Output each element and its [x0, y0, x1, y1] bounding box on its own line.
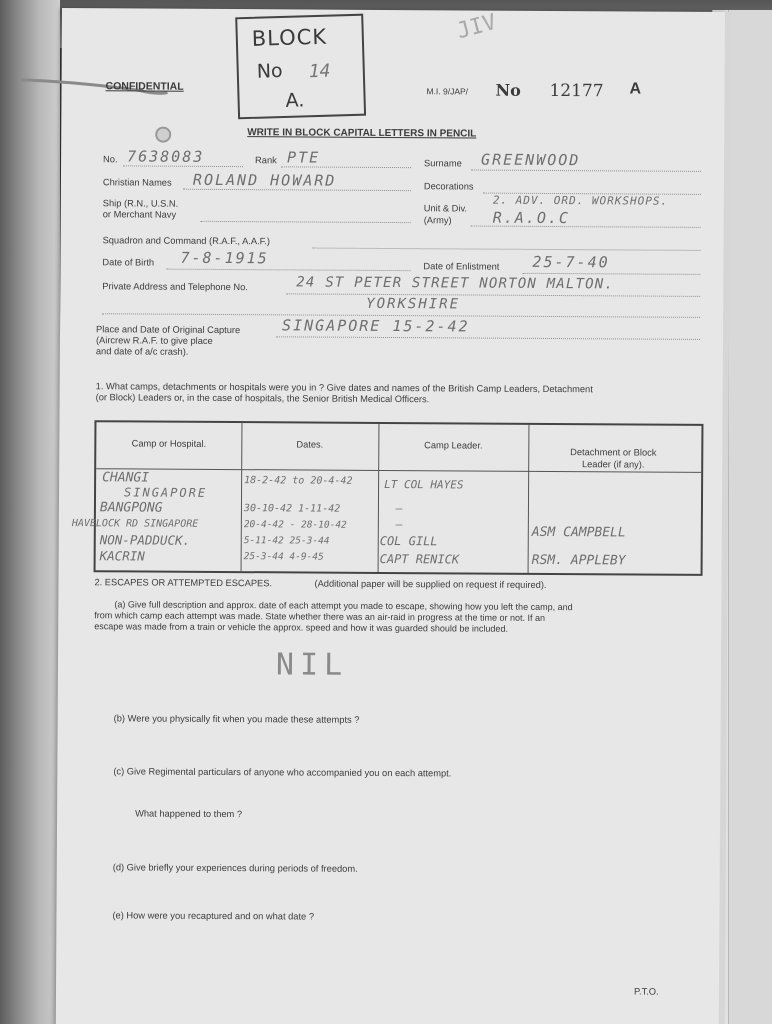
question-2c: (c) Give Regimental particulars of anyone who accompanied you on each attempt. [113, 766, 452, 779]
service-no-value: 7638083 [127, 147, 205, 166]
question-2c-followup: What happened to them ? [135, 808, 243, 820]
instruction-heading: WRITE IN BLOCK CAPITAL LETTERS IN PENCIL [247, 127, 477, 140]
question-2b: (b) Were you physically fit when you made these attempts ? [113, 713, 360, 725]
capture-label-1: Place and Date of Original Capture [96, 324, 241, 336]
table-row-camp: HAVELOCK RD SINGAPORE [71, 518, 199, 530]
table-row-camp: SINGAPORE [123, 485, 208, 500]
confidential-label: CONFIDENTIAL [105, 80, 184, 93]
dob-value: 7-8-1915 [180, 248, 269, 268]
table-row-dates: 25-3-44 4-9-45 [243, 551, 324, 563]
enlistment-value: 25-7-40 [532, 252, 610, 272]
stamp-number: 14 [308, 60, 331, 83]
underlying-pages-2 [728, 10, 772, 1024]
col-header-detachment: Detachment or Block [570, 447, 657, 458]
ship-label-1: Ship (R.N., U.S.N. [102, 198, 179, 209]
address-label: Private Address and Telephone No. [102, 281, 248, 293]
question-2a-line-2: from which camp each attempt was made. State whether there was an air-raid in progress at the time or not. If an [94, 610, 546, 623]
escape-answer: NIL [275, 647, 349, 683]
enlistment-label: Date of Enlistment [423, 261, 500, 272]
please-turn-over: P.T.O. [633, 986, 659, 997]
col-header-detachment-2: Leader (if any). [581, 459, 645, 470]
service-no-label: No. [103, 154, 118, 165]
table-row-camp: KACRIN [99, 548, 145, 564]
dob-label: Date of Birth [102, 257, 155, 268]
surname-value: GREENWOOD [481, 150, 581, 170]
question-1-line-1: 1. What camps, detachments or hospitals were you in ? Give dates and names of the British Camp Leaders, Detachment [95, 381, 593, 395]
table-row-leader: CAPT RENICK [379, 551, 460, 567]
question-2-note: (Additional paper will be supplied on request if required). [314, 578, 547, 590]
decorations-label: Decorations [423, 181, 474, 192]
stamp-letter: A. [285, 89, 305, 112]
christian-names-value: ROLAND HOWARD [192, 170, 337, 190]
question-2-title: 2. ESCAPES OR ATTEMPTED ESCAPES. [94, 577, 273, 589]
table-row-dates: 30-10-42 1-11-42 [243, 503, 341, 515]
squadron-label: Squadron and Command (R.A.F., A.A.F.) [102, 235, 271, 247]
table-row-camp: CHANGI [102, 470, 150, 486]
unit-value-2: R.A.O.C [492, 208, 570, 228]
address-value-2: YORKSHIRE [366, 295, 461, 313]
christian-names-label: Christian Names [102, 177, 172, 188]
table-row-camp: BANGPONG [99, 500, 163, 516]
question-2a-line-3: escape was made from a train or vehicle the approx. speed and how it was guarded should be included. [94, 621, 508, 634]
question-2a-line-1: (a) Give full description and approx. date of each attempt you made to escape, showing how you left the camp, and [114, 599, 573, 613]
pow-questionnaire-page [56, 8, 727, 1024]
capture-label-3: and date of a/c crash). [95, 346, 189, 357]
unit-value-1: 2. ADV. ORD. WORKSHOPS. [492, 193, 669, 208]
question-1-line-2: (or Block) Leaders or, in the case of hospitals, the Senior British Medical Officers. [95, 392, 430, 405]
table-row-dates: 5-11-42 25-3-44 [243, 535, 330, 547]
table-row-dates: 18-2-42 to 20-4-42 [244, 475, 353, 487]
address-value-1: 24 ST PETER STREET NORTON MALTON. [296, 274, 615, 293]
capture-label-2: (Aircrew R.A.F. to give place [95, 335, 213, 346]
table-row-camp: NON-PADDUCK. [99, 532, 191, 548]
col-header-leader: Camp Leader. [424, 440, 483, 451]
number-label: No [495, 80, 521, 100]
table-row-leader: — [395, 502, 403, 516]
rank-value: PTE [287, 148, 321, 167]
camp-table [71, 420, 704, 576]
block-stamp [235, 14, 366, 120]
question-2d: (d) Give briefly your experiences during periods of freedom. [112, 862, 358, 874]
table-row-detachment: ASM CAMPBELL [531, 524, 626, 541]
pencil-mark: JIV [454, 9, 500, 45]
document-suffix: A [629, 80, 642, 98]
punch-hole [155, 127, 171, 143]
table-row-leader: — [395, 518, 403, 532]
rank-label: Rank [255, 155, 277, 166]
unit-label-1: Unit & Div. [423, 203, 468, 214]
document-number: 12177 [549, 80, 604, 102]
table-row-detachment: RSM. APPLEBY [531, 552, 626, 569]
surname-label: Surname [424, 158, 462, 169]
question-2e: (e) How were you recaptured and on what date ? [112, 910, 315, 922]
file-binder [0, 0, 60, 1024]
table-row-dates: 20-4-42 - 28-10-42 [243, 519, 347, 531]
stamp-no-label: No [256, 59, 283, 83]
ship-label-2: or Merchant Navy [102, 209, 177, 220]
ref-code: M.I. 9/JAP/ [426, 86, 469, 97]
col-header-camp: Camp or Hospital. [131, 438, 207, 449]
col-header-dates: Dates. [296, 439, 324, 450]
stamp-block-text: BLOCK [251, 24, 328, 51]
table-row-leader: COL GILL [379, 533, 438, 549]
capture-value: SINGAPORE 15-2-42 [282, 316, 470, 336]
unit-label-2: (Army) [423, 215, 452, 226]
table-row-leader: LT COL HAYES [384, 477, 464, 492]
